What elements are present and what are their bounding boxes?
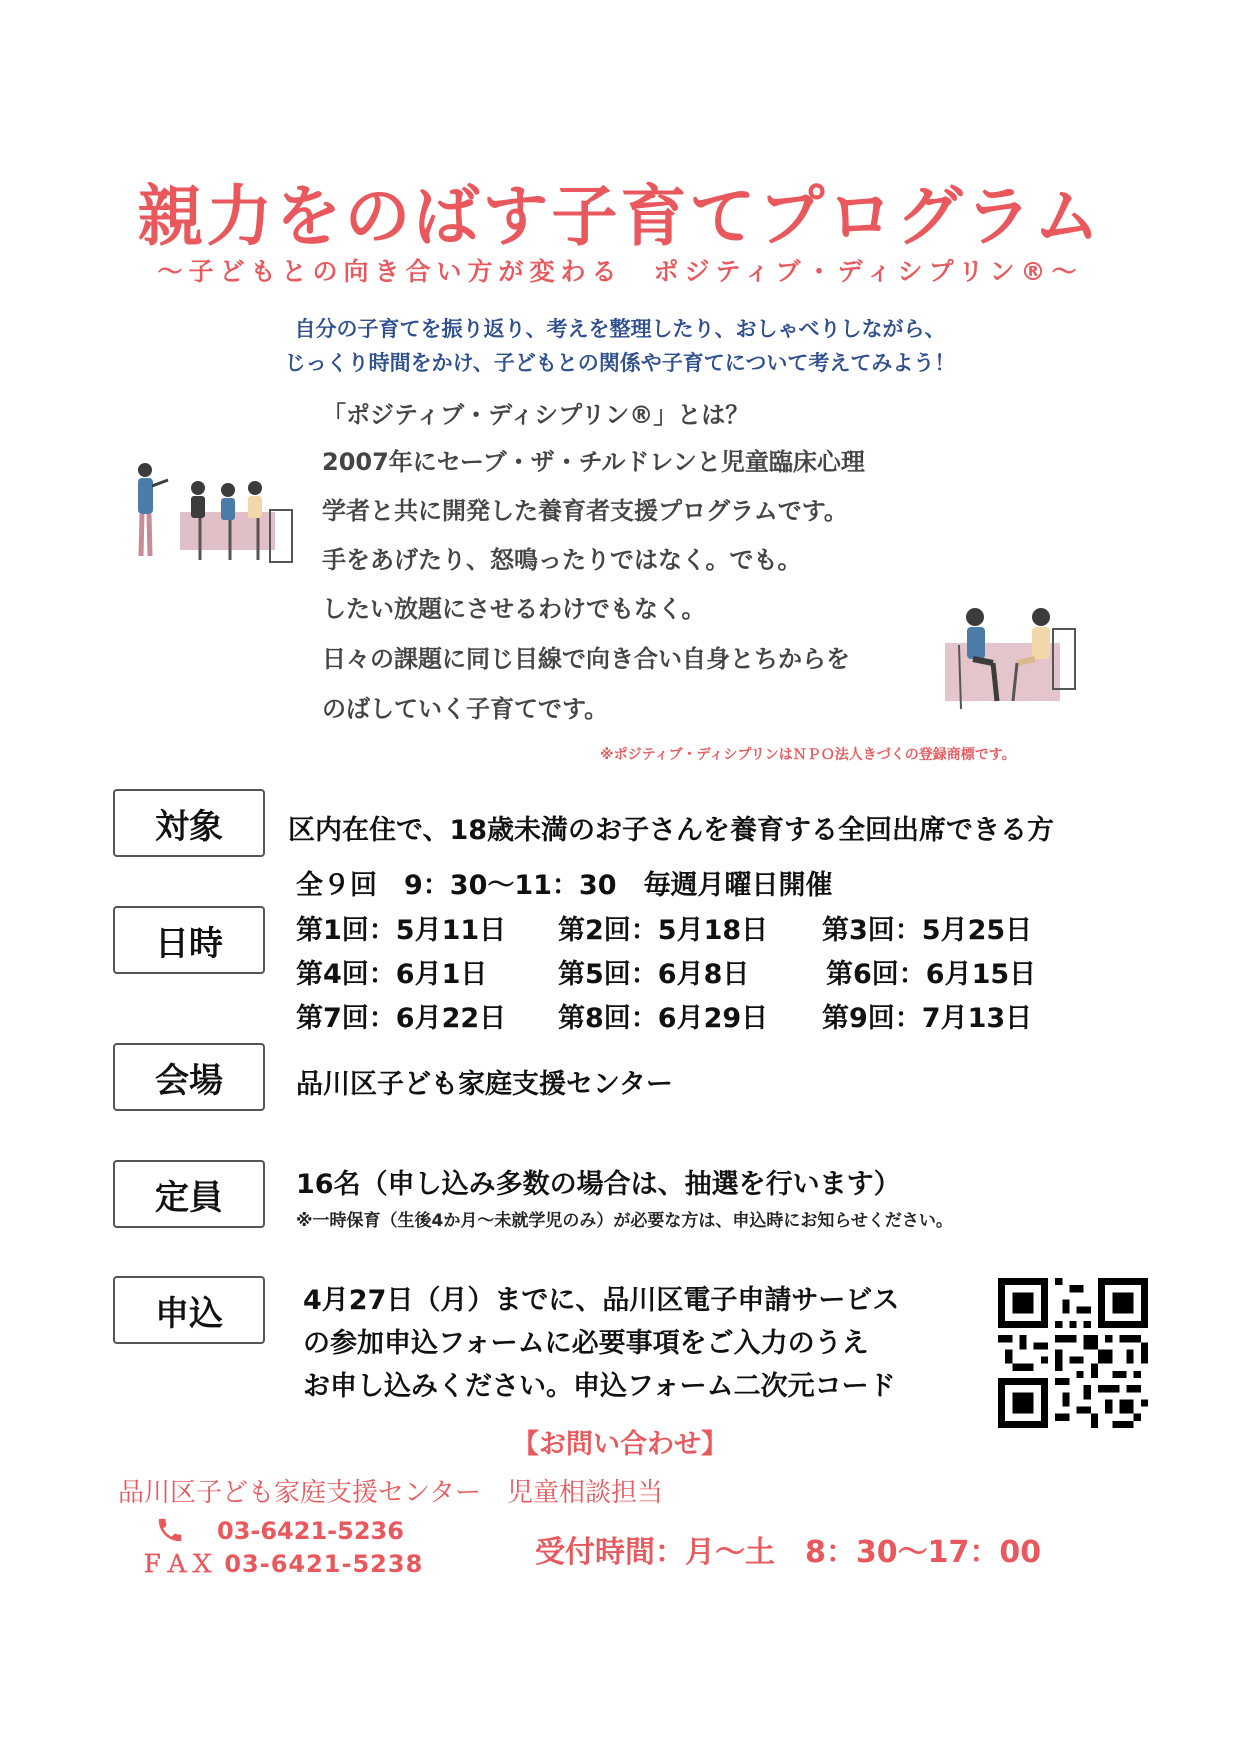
childcare-note: ※一時保育（生後4か月〜未就学児のみ）が必要な方は、申込時にお知らせください。 [296,1211,953,1231]
session-date: 第2回：5月18日 [558,915,769,946]
session-date: 第4回：6月1日 [296,959,488,990]
trademark-note: ※ポジティブ・ディシプリンはＮＰＯ法人きづくの登録商標です。 [600,747,1016,763]
session-date: 第1回：5月11日 [296,915,507,946]
about-line: のばしていく子育てです。 [322,695,609,723]
apply-line: お申し込みください。申込フォーム二次元コード [303,1371,896,1402]
about-line: 学者と共に開発した養育者支援プログラムです。 [322,497,848,525]
page-title: 親力をのばす子育てプログラム [137,178,1103,255]
about-heading: 「ポジティブ・ディシプリン®」とは？ [322,401,750,429]
fax-number: ＦＡＸ 03-6421-5238 [140,1550,424,1578]
venue-text: 品川区子ども家庭支援センター [296,1069,673,1100]
conversation-illustration [945,605,1080,715]
group-illustration [130,460,305,570]
contact-heading: 【お問い合わせ】 [512,1429,728,1460]
session-date: 第6回：6月15日 [826,959,1037,990]
session-date: 第7回：6月22日 [296,1003,507,1034]
contact-organization: 品川区子ども家庭支援センター 児童相談担当 [118,1478,663,1508]
schedule-summary: 全９回 9：30〜11：30 毎週月曜日開催 [296,870,833,901]
reception-hours: 受付時間：月〜土 8：30〜17：00 [535,1535,1042,1570]
apply-label: 申込 [113,1276,265,1344]
lead-line-2: じっくり時間をかけ、子どもとの関係や子育てについて考えてみよう！ [284,351,956,375]
about-line: したい放題にさせるわけでもなく。 [322,595,706,623]
about-line: 手をあげたり、怒鳴ったりではなく。でも。 [322,546,802,574]
phone-number[interactable]: 03-6421-5236 [217,1517,404,1545]
venue-label: 会場 [113,1043,265,1111]
about-line: 2007年にセーブ・ザ・チルドレンと児童臨床心理 [322,448,865,476]
session-date: 第8回：6月29日 [558,1003,769,1034]
qr-code[interactable] [992,1278,1154,1428]
about-line: 日々の課題に同じ目線で向き合い自身とちからを [322,645,850,673]
session-date: 第9回：7月13日 [822,1003,1033,1034]
lead-line-1: 自分の子育てを振り返り、考えを整理したり、おしゃべりしながら、 [294,317,946,341]
datetime-label: 日時 [113,906,265,974]
session-date: 第3回：5月25日 [822,915,1033,946]
phone-icon [155,1515,185,1545]
capacity-text: 16名（申し込み多数の場合は、抽選を行います） [296,1169,901,1200]
apply-line: の参加申込フォームに必要事項をご入力のうえ [303,1328,869,1359]
apply-line: 4月27日（月）までに、品川区電子申請サービス [303,1285,900,1316]
page-subtitle: 〜子どもとの向き合い方が変わる ポジティブ・ディシプリン®〜 [157,257,1083,286]
target-text: 区内在住で、18歳未満のお子さんを養育する全回出席できる方 [288,815,1055,846]
session-date: 第5回：6月8日 [558,959,750,990]
presenter-figure [138,463,168,556]
target-label: 対象 [113,789,265,857]
capacity-label: 定員 [113,1160,265,1228]
